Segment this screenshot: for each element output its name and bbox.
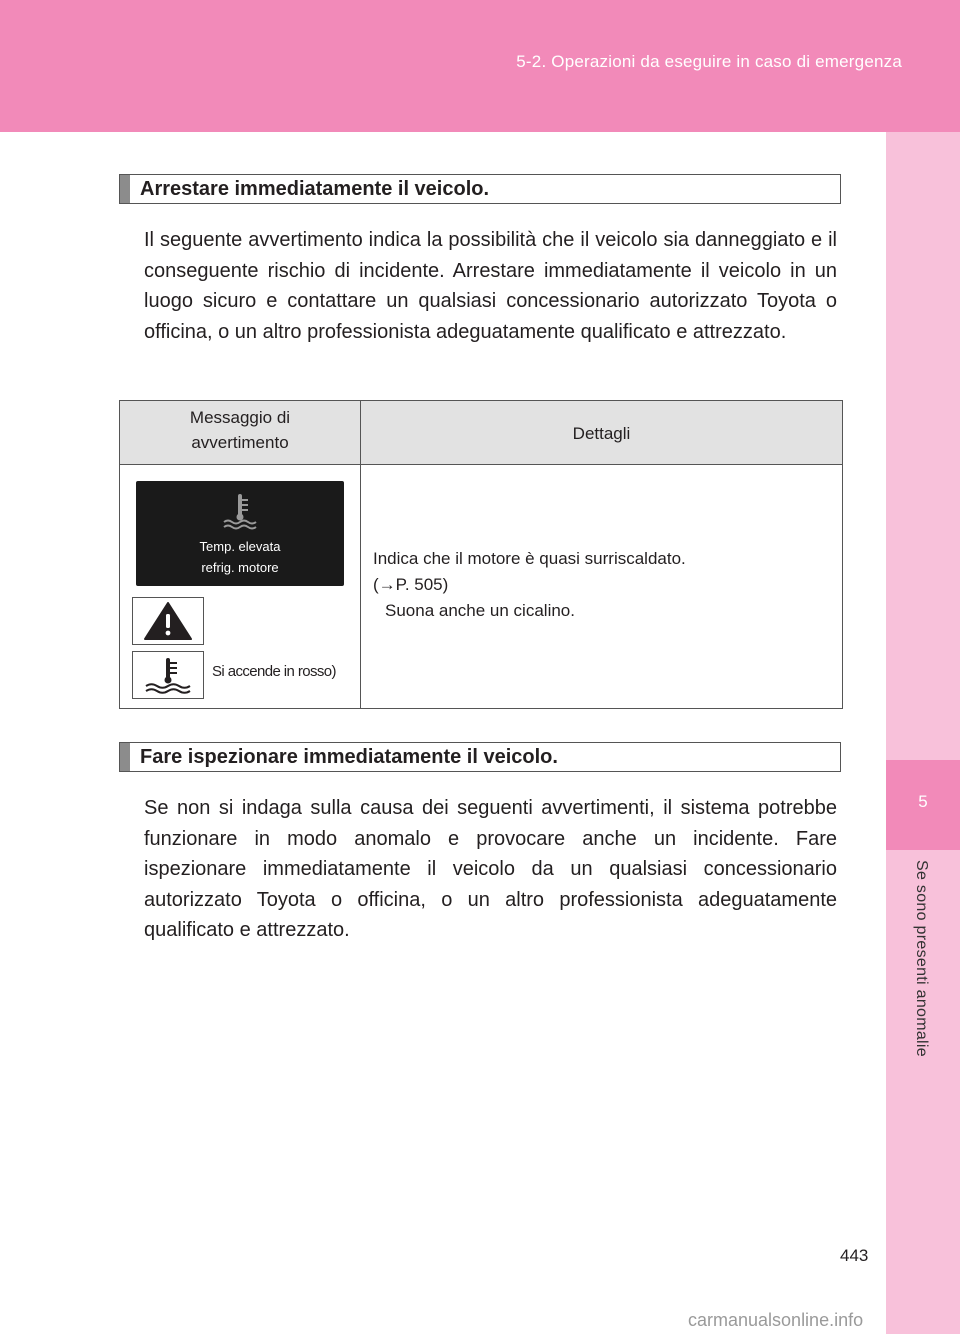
coolant-temperature-icon bbox=[220, 491, 260, 531]
table-header-message bbox=[120, 405, 360, 455]
page-number: 443 bbox=[840, 1246, 869, 1265]
section-paragraph: Il seguente avvertimento indica la possibilità che il veicolo sia danneggiato e il conseguente rischio di incidente. Arrestare immediatamente il veicolo in un luogo sicuro e contattare un qualsiasi concessionario autorizzato Toyota o officina, o un altro professionista adeguatamente qualificato e attrezzato. bbox=[144, 229, 837, 343]
page-reference: P. 505 bbox=[395, 575, 443, 594]
coolant-temperature-icon bbox=[142, 655, 194, 695]
heading-text: Fare ispezionare immediatamente il veicolo. bbox=[140, 745, 558, 768]
multi-information-display bbox=[136, 481, 344, 586]
column-divider bbox=[360, 401, 361, 708]
details-text: Indica che il motore è quasi surriscaldato. bbox=[373, 549, 686, 568]
section-heading-inspect-vehicle bbox=[119, 742, 841, 772]
arrow-right-icon: → bbox=[378, 575, 396, 594]
header-text-line: avvertimento bbox=[191, 433, 289, 452]
table-header-details: Dettagli bbox=[572, 424, 631, 443]
details-page-reference[interactable]: (→P. 505) bbox=[373, 575, 449, 594]
watermark: carmanualsonline.info bbox=[688, 1310, 864, 1330]
section-heading-stop-vehicle bbox=[119, 174, 841, 204]
chapter-side-tab bbox=[886, 132, 960, 1334]
warning-message-table bbox=[119, 400, 843, 709]
section-title: 5-2. Operazioni da eseguire in caso di emergenza bbox=[516, 52, 902, 71]
warning-light-note: Si accende in rosso) bbox=[212, 663, 336, 680]
display-message-line: Temp. elevata bbox=[199, 539, 281, 554]
heading-bar bbox=[120, 175, 130, 203]
master-warning-indicator bbox=[132, 597, 204, 645]
display-message-line: refrig. motore bbox=[201, 560, 279, 575]
table-header-row bbox=[120, 401, 842, 465]
header-text-line: Messaggio di bbox=[189, 408, 291, 427]
section-paragraph: Se non si indaga sulla causa dei seguenti avvertimenti, il sistema potrebbe funzionare in modo anomalo e provocare anche un incidente. Fare ispezionare immediatamente il veicolo da un qualsiasi concessionario autorizzato Toyota o officina, o un altro professionista adeguatamente qualificato e attrezzato. bbox=[144, 797, 837, 941]
chapter-label: Se sono presenti anomalie bbox=[913, 860, 930, 1057]
warning-details bbox=[373, 546, 686, 624]
warning-triangle-icon bbox=[143, 601, 193, 641]
details-text: Suona anche un cicalino. bbox=[385, 601, 575, 620]
heading-text: Arrestare immediatamente il veicolo. bbox=[140, 177, 490, 200]
coolant-temperature-warning-light bbox=[132, 651, 204, 699]
heading-bar bbox=[120, 743, 130, 771]
page-header bbox=[0, 0, 960, 132]
chapter-number: 5 bbox=[918, 792, 928, 811]
